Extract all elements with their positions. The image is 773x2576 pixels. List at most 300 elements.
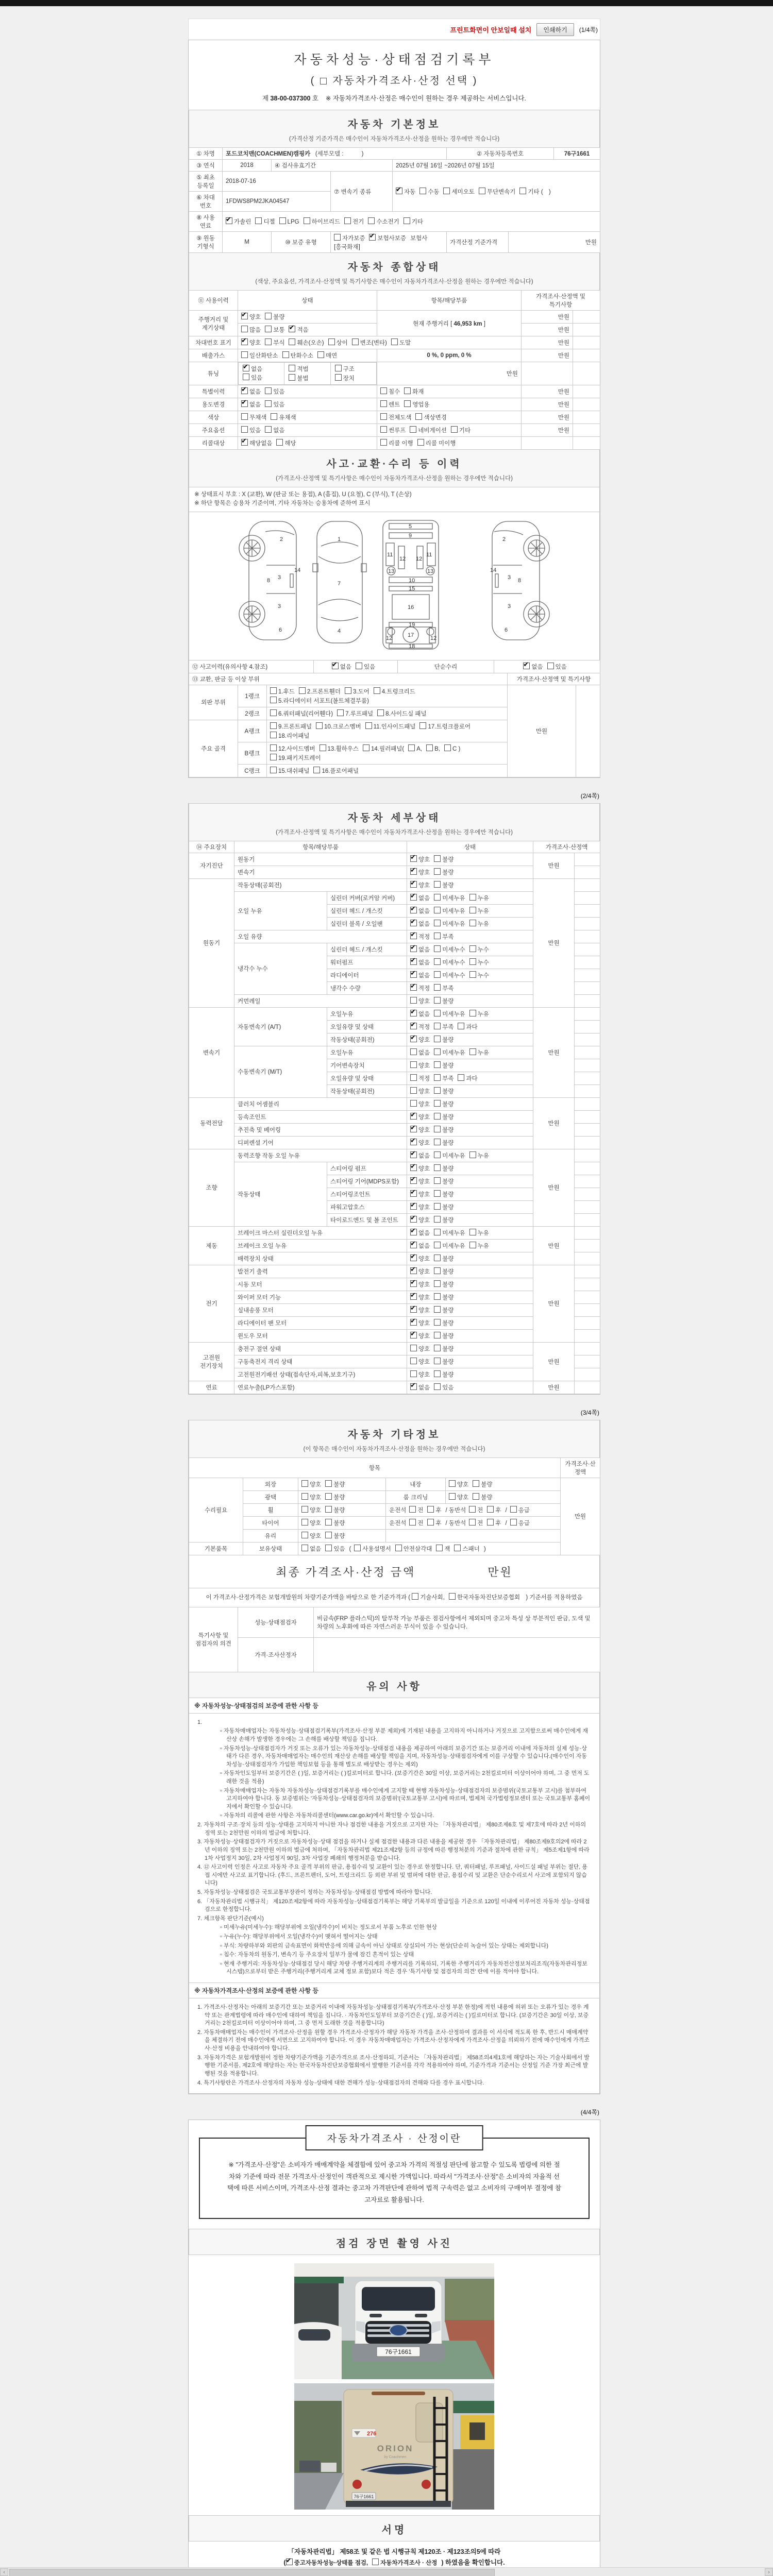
checkbox-item[interactable]	[396, 188, 415, 196]
memo-cell	[575, 1291, 600, 1303]
checkbox-item[interactable]	[410, 1370, 430, 1379]
checkbox-item[interactable]	[270, 744, 315, 753]
checkbox-item[interactable]	[316, 722, 361, 731]
checkbox-item[interactable]	[469, 958, 489, 967]
checkbox-item[interactable]	[356, 663, 375, 671]
checkbox-item[interactable]	[410, 945, 430, 954]
checkbox-item[interactable]	[434, 1306, 453, 1314]
checkbox-item[interactable]	[410, 958, 430, 967]
row-color-label: 색상	[189, 411, 238, 424]
checkbox-item[interactable]	[410, 1087, 430, 1095]
checkbox-label: 양호	[418, 869, 430, 876]
checkbox-label: 불량	[442, 1359, 454, 1365]
checkbox-item[interactable]	[410, 1074, 430, 1082]
checkbox-item[interactable]	[434, 1087, 453, 1095]
memo-cell	[573, 385, 600, 398]
svg-text:9: 9	[409, 532, 412, 539]
checkbox-item[interactable]	[265, 313, 284, 321]
checkbox-item[interactable]	[289, 326, 308, 334]
checkbox-item[interactable]	[434, 933, 453, 941]
checkbox-item[interactable]	[352, 338, 387, 347]
checkbox-item[interactable]	[328, 338, 348, 347]
checkbox-item[interactable]	[410, 1113, 430, 1121]
emission-checks	[238, 349, 377, 362]
checkbox-item[interactable]	[410, 933, 430, 941]
checkbox-item[interactable]	[317, 351, 337, 360]
vehicle-diagram-svg	[234, 516, 554, 653]
checkbox-item[interactable]	[241, 351, 278, 360]
simple-repair-label: 단순수리	[398, 660, 494, 673]
checkbox-item[interactable]	[410, 1358, 430, 1366]
checkbox-item[interactable]	[415, 413, 446, 421]
checkbox-item[interactable]	[374, 687, 415, 696]
checkbox-label: 있음	[555, 664, 567, 670]
checkbox-item[interactable]	[473, 1493, 492, 1501]
checkbox-item[interactable]	[410, 868, 430, 876]
checkbox-item[interactable]	[344, 217, 364, 226]
checkbox-item[interactable]	[270, 732, 309, 740]
checkbox-item[interactable]	[434, 920, 465, 928]
checkbox-label: 7.루프패널	[345, 710, 374, 717]
etc-glass-empty	[386, 1529, 561, 1542]
checkbox-item[interactable]	[469, 1010, 489, 1018]
checkbox-item[interactable]	[410, 1100, 430, 1108]
checkbox-item[interactable]	[410, 881, 430, 889]
checkbox-item[interactable]	[410, 1164, 430, 1173]
page-marker-3: (3/4쪽)	[580, 1409, 599, 1416]
print-install-notice[interactable]: 프린트화면이 안보일때 설치	[450, 26, 532, 34]
status-cell	[407, 891, 533, 904]
checkbox-item[interactable]	[427, 1506, 441, 1514]
checkbox-item[interactable]	[325, 1480, 345, 1488]
svg-text:by Coachmen: by Coachmen	[384, 2455, 407, 2460]
check-item: 변속기	[234, 866, 407, 878]
opinion-inspector-label: 성능·상태점검자	[238, 1607, 314, 1637]
checkbox-item[interactable]	[409, 1519, 423, 1527]
checkbox-item[interactable]	[434, 1151, 465, 1160]
checkbox-item[interactable]	[434, 1280, 453, 1289]
checkbox-item[interactable]	[479, 188, 516, 196]
checkbox-item[interactable]	[444, 744, 460, 752]
checkbox-item[interactable]	[276, 439, 296, 447]
checkbox-item[interactable]	[368, 217, 399, 226]
checkbox-item[interactable]	[265, 326, 284, 334]
checkbox-item[interactable]	[410, 1306, 430, 1314]
checkbox-item[interactable]	[377, 709, 426, 718]
checkbox-item[interactable]	[325, 1506, 345, 1514]
checkbox-item[interactable]	[449, 1480, 468, 1488]
checkbox-item[interactable]	[265, 400, 284, 409]
checkbox-label: 후	[495, 1507, 501, 1514]
notes-s2-head: ※ 자동차가격조사·산정의 보증에 관한 사항 등	[189, 1982, 600, 1998]
print-button[interactable]: 인쇄하기	[536, 23, 574, 36]
checkbox-label: 12.사이드멤버	[278, 745, 315, 752]
checkbox-item[interactable]	[434, 1010, 465, 1018]
checkbox-item[interactable]	[434, 855, 453, 863]
checkbox-item[interactable]	[410, 894, 430, 902]
checkbox-item[interactable]	[434, 984, 453, 992]
etc-tire-checks	[298, 1516, 386, 1529]
checkbox-item[interactable]	[270, 709, 333, 718]
checkbox-item[interactable]	[345, 687, 369, 696]
checkbox-item[interactable]	[469, 1506, 483, 1514]
checkbox-item[interactable]	[434, 1190, 453, 1198]
unchecked-checkbox-icon	[547, 663, 554, 669]
checkbox-item[interactable]	[410, 984, 430, 992]
checkbox-item[interactable]	[265, 426, 284, 434]
checkbox-item[interactable]	[404, 217, 423, 226]
checkbox-item[interactable]	[434, 1358, 453, 1366]
checkbox-label: 상이	[336, 340, 348, 346]
checkbox-item[interactable]	[410, 1332, 430, 1340]
checkbox-item[interactable]	[510, 1506, 530, 1514]
checkbox-item[interactable]	[332, 663, 351, 671]
checkbox-item[interactable]	[410, 1190, 430, 1198]
checkbox-item[interactable]	[410, 855, 430, 863]
checkbox-item[interactable]	[241, 439, 272, 447]
unchecked-checkbox-icon	[434, 1139, 441, 1145]
checkbox-item[interactable]	[547, 663, 567, 671]
checkbox-item[interactable]	[363, 744, 404, 753]
unchecked-checkbox-icon	[265, 426, 272, 433]
checkbox-item[interactable]	[243, 365, 276, 373]
checkbox-label: B,	[434, 745, 440, 752]
checkbox-label: 매연	[325, 353, 338, 359]
checkbox-item[interactable]	[289, 365, 308, 373]
checkbox-item[interactable]	[410, 1048, 430, 1057]
status-cell	[407, 956, 533, 969]
checkbox-item[interactable]	[369, 234, 406, 242]
checkbox-item[interactable]	[434, 1023, 453, 1031]
checkbox-item[interactable]	[434, 1139, 453, 1147]
checkbox-item[interactable]	[404, 387, 424, 396]
checkbox-item[interactable]	[410, 997, 430, 1005]
checkbox-item[interactable]	[469, 920, 489, 928]
unchecked-checkbox-icon	[270, 754, 277, 760]
checkbox-item[interactable]	[434, 1126, 453, 1134]
checkbox-item[interactable]	[410, 920, 430, 928]
checkbox-item[interactable]	[241, 413, 266, 421]
checkbox-item[interactable]	[443, 188, 474, 196]
checkbox-item[interactable]	[426, 744, 440, 752]
checkbox-item[interactable]	[410, 1280, 430, 1289]
check-group-text: (	[349, 1546, 351, 1552]
checkbox-item[interactable]	[434, 1345, 453, 1353]
checkbox-item[interactable]	[313, 767, 359, 775]
scroll-right-arrow-icon[interactable]: ›	[765, 2568, 773, 2576]
doc-no-prefix: 제	[262, 95, 269, 102]
checkbox-item[interactable]	[325, 1493, 345, 1501]
checkbox-item[interactable]	[434, 1061, 453, 1070]
checkbox-item[interactable]	[469, 1242, 489, 1250]
checkbox-item[interactable]	[409, 1506, 423, 1514]
checked-checkbox-icon	[410, 894, 417, 901]
checkbox-item[interactable]	[410, 1061, 430, 1070]
checkbox-item[interactable]	[410, 1139, 430, 1147]
value-car-name	[223, 148, 447, 160]
checkbox-item[interactable]	[473, 1480, 492, 1488]
checkbox-item[interactable]	[454, 1545, 479, 1553]
checkbox-item[interactable]	[451, 426, 470, 434]
checkbox-item[interactable]	[301, 1493, 321, 1501]
checkbox-item[interactable]	[335, 365, 355, 373]
checkbox-item[interactable]	[241, 387, 261, 396]
checkbox-item[interactable]	[279, 217, 299, 225]
checkbox-item[interactable]	[434, 1229, 465, 1237]
unchecked-checkbox-icon	[469, 894, 476, 901]
checkbox-item[interactable]	[410, 1229, 430, 1237]
checkbox-item[interactable]	[241, 426, 261, 434]
checkbox-item[interactable]	[410, 1255, 430, 1263]
checkbox-item[interactable]	[365, 722, 416, 731]
unchecked-checkbox-icon	[365, 722, 372, 729]
checkbox-item[interactable]	[372, 2558, 437, 2567]
checkbox-item[interactable]	[380, 439, 413, 447]
checkbox-item[interactable]	[434, 1319, 453, 1327]
checkbox-item[interactable]	[469, 971, 489, 979]
scroll-left-arrow-icon[interactable]: ‹	[0, 2568, 8, 2576]
checkbox-item[interactable]	[434, 1332, 453, 1340]
checkbox-item[interactable]	[380, 426, 406, 434]
checkbox-item[interactable]	[289, 374, 308, 382]
checkbox-item[interactable]	[410, 1293, 430, 1301]
price-option-checkbox-icon[interactable]	[320, 78, 327, 84]
col-major-device: ⑭ 주요장치	[189, 841, 234, 853]
checkbox-item[interactable]	[270, 722, 312, 731]
checkbox-label: 네비게이션	[418, 428, 447, 434]
checkbox-item[interactable]	[417, 439, 456, 447]
horizontal-scrollbar[interactable]	[0, 2567, 773, 2576]
svg-text:6: 6	[279, 626, 282, 633]
checkbox-label: 후	[435, 1520, 442, 1527]
checked-checkbox-icon	[241, 439, 248, 446]
checkbox-item[interactable]	[299, 687, 341, 696]
checkbox-item[interactable]	[410, 1151, 430, 1160]
checkbox-item[interactable]	[325, 1532, 345, 1540]
checkbox-item[interactable]	[410, 1242, 430, 1250]
checkbox-item[interactable]	[487, 1506, 501, 1514]
checkbox-item[interactable]	[408, 744, 422, 752]
svg-text:5: 5	[409, 523, 412, 530]
checkbox-item[interactable]	[270, 754, 321, 762]
checkbox-item[interactable]	[304, 217, 341, 226]
checkbox-item[interactable]	[434, 958, 465, 967]
checkbox-item[interactable]	[334, 234, 365, 242]
checkbox-item[interactable]	[449, 1593, 520, 1602]
checkbox-item[interactable]	[469, 894, 489, 902]
section-overall-title: 자동차 종합상태	[347, 262, 441, 273]
checkbox-item[interactable]	[434, 1242, 465, 1250]
etc-polish-label: 광택	[243, 1490, 298, 1503]
checkbox-item[interactable]	[301, 1519, 321, 1527]
checkbox-item[interactable]	[255, 217, 275, 226]
checkbox-item[interactable]	[434, 1100, 453, 1108]
checkbox-label: 자동	[404, 189, 416, 195]
checkbox-item[interactable]	[289, 338, 324, 347]
checkbox-item[interactable]	[410, 1010, 430, 1018]
checked-checkbox-icon	[241, 313, 248, 319]
checkbox-item[interactable]	[510, 1519, 530, 1527]
checkbox-label: 불량	[481, 1481, 493, 1488]
checkbox-item[interactable]	[410, 1203, 430, 1211]
checkbox-item[interactable]	[410, 1267, 430, 1276]
checkbox-item[interactable]	[271, 413, 296, 421]
checkbox-item[interactable]	[469, 907, 489, 915]
checkbox-item[interactable]	[427, 1519, 441, 1527]
checkbox-item[interactable]	[410, 1177, 430, 1185]
checked-checkbox-icon	[410, 1036, 417, 1042]
checkbox-item[interactable]	[301, 1480, 321, 1488]
checkbox-item[interactable]	[380, 400, 400, 409]
checkbox-item[interactable]	[458, 1074, 477, 1082]
checkbox-item[interactable]	[434, 945, 465, 954]
checkbox-label: 응급	[518, 1507, 530, 1514]
checkbox-item[interactable]	[325, 1545, 345, 1553]
report-page-3	[188, 1420, 600, 2095]
unchecked-checkbox-icon	[458, 1074, 464, 1081]
checkbox-item[interactable]	[469, 1048, 489, 1057]
checkbox-item[interactable]	[469, 945, 489, 954]
inspection-photos	[189, 2255, 600, 2516]
checkbox-item[interactable]	[434, 1048, 465, 1057]
checkbox-item[interactable]	[412, 1593, 445, 1602]
checkbox-item[interactable]	[419, 188, 439, 196]
checkbox-item[interactable]	[241, 326, 261, 334]
checkbox-item[interactable]	[410, 1216, 430, 1224]
checkbox-item[interactable]	[410, 1023, 430, 1031]
checkbox-label: 양호	[310, 1520, 322, 1527]
checkbox-item[interactable]	[434, 971, 465, 979]
checkbox-item[interactable]	[458, 1023, 477, 1031]
checkbox-label: 양호	[418, 1178, 430, 1185]
checkbox-item[interactable]	[434, 1177, 453, 1185]
unchecked-checkbox-icon	[301, 1480, 308, 1487]
checkbox-item[interactable]	[434, 1216, 453, 1224]
checkbox-item[interactable]	[410, 907, 430, 915]
checkbox-item[interactable]	[434, 1113, 453, 1121]
checkbox-item[interactable]	[434, 881, 453, 889]
checkbox-item[interactable]	[434, 907, 465, 915]
checkbox-item[interactable]	[241, 338, 261, 347]
checkbox-item[interactable]	[270, 687, 295, 696]
checkbox-label: 불량	[333, 1533, 345, 1539]
checkbox-item[interactable]	[410, 971, 430, 979]
checkbox-item[interactable]	[270, 767, 309, 775]
checkbox-item[interactable]	[337, 709, 373, 718]
checkbox-item[interactable]	[434, 1293, 453, 1301]
checkbox-item[interactable]	[523, 663, 543, 671]
checkbox-item[interactable]	[320, 744, 359, 753]
price-cell: 만원	[522, 411, 573, 424]
check-item: 수동변속기 (M/T)	[234, 1046, 327, 1097]
checkbox-item[interactable]	[243, 374, 276, 382]
transmission-checks	[393, 172, 600, 212]
checkbox-item[interactable]	[265, 338, 284, 347]
checkbox-item[interactable]	[241, 400, 261, 409]
checkbox-item[interactable]	[265, 387, 284, 396]
checkbox-item[interactable]	[487, 1519, 501, 1527]
checkbox-item[interactable]	[519, 188, 543, 196]
checkbox-item[interactable]	[410, 1036, 430, 1044]
checkbox-label: 불량	[442, 1114, 454, 1121]
checkbox-item[interactable]	[286, 2558, 368, 2567]
etc-tire-label: 타이어	[243, 1516, 298, 1529]
checkbox-item[interactable]	[434, 894, 465, 902]
checkbox-item[interactable]	[434, 1383, 453, 1392]
checkbox-item[interactable]	[395, 1545, 432, 1553]
checkbox-item[interactable]	[226, 217, 251, 226]
checkbox-item[interactable]	[434, 868, 453, 876]
checkbox-item[interactable]	[325, 1519, 345, 1527]
unchecked-checkbox-icon	[391, 338, 398, 345]
checkbox-item[interactable]	[419, 722, 470, 731]
checked-checkbox-icon	[523, 663, 530, 669]
checkbox-item[interactable]	[410, 426, 447, 434]
unchecked-checkbox-icon	[469, 1010, 476, 1016]
checkbox-item[interactable]	[434, 1370, 453, 1379]
checkbox-item[interactable]	[391, 338, 411, 347]
checkbox-item[interactable]	[436, 1545, 450, 1553]
checkbox-item[interactable]	[434, 1255, 453, 1263]
scrollbar-thumb[interactable]	[9, 2569, 495, 2576]
checked-checkbox-icon	[332, 663, 339, 669]
checkbox-item[interactable]	[410, 1345, 430, 1353]
checkbox-item[interactable]	[410, 1383, 430, 1392]
status-cell	[407, 866, 533, 878]
memo-cell	[575, 1329, 600, 1342]
checkbox-item[interactable]	[434, 1203, 453, 1211]
memo-cell	[522, 362, 573, 385]
checkbox-item[interactable]	[241, 313, 261, 321]
unchecked-checkbox-icon	[519, 188, 526, 194]
checkbox-item[interactable]	[354, 1545, 391, 1553]
checkbox-item[interactable]	[469, 1229, 489, 1237]
checkbox-item[interactable]	[270, 697, 369, 705]
checkbox-item[interactable]	[380, 387, 400, 396]
checkbox-item[interactable]	[469, 1151, 489, 1160]
checkbox-item[interactable]	[434, 1164, 453, 1173]
svg-text:4: 4	[338, 628, 341, 634]
unchecked-checkbox-icon	[325, 1532, 332, 1538]
checkbox-item[interactable]	[404, 400, 429, 409]
checkbox-item[interactable]	[410, 1126, 430, 1134]
memo-cell	[575, 1046, 600, 1059]
device-group: 전기	[189, 1265, 234, 1342]
checkbox-item[interactable]	[282, 351, 313, 360]
unchecked-checkbox-icon	[301, 1493, 308, 1500]
status-cell	[407, 1239, 533, 1252]
checkbox-item[interactable]	[449, 1493, 468, 1501]
checkbox-item[interactable]	[301, 1532, 321, 1540]
checkbox-item[interactable]	[434, 997, 453, 1005]
checkbox-item[interactable]	[380, 413, 411, 421]
confirm-paren-close: ) 하였음을 확인합니다.	[441, 2559, 505, 2567]
note-line: 4. 특기사항란은 가격조사·산정자의 자동차 성능·상태에 대한 견해가 성능·상태점검자의 견해와 다를 경우 표시합니다.	[197, 2079, 484, 2086]
checkbox-item[interactable]	[410, 1319, 430, 1327]
checkbox-item[interactable]	[434, 1267, 453, 1276]
checkbox-item[interactable]	[434, 1036, 453, 1044]
checkbox-item[interactable]	[301, 1545, 321, 1553]
checkbox-item[interactable]	[335, 374, 355, 382]
unchecked-checkbox-icon	[265, 338, 272, 345]
unchecked-checkbox-icon	[434, 907, 441, 913]
checkbox-item[interactable]	[469, 1519, 483, 1527]
checkbox-item[interactable]	[434, 1074, 453, 1082]
check-subitem: 작동상태(공회전)	[327, 1033, 407, 1046]
checkbox-item[interactable]	[301, 1506, 321, 1514]
unchecked-checkbox-icon	[241, 426, 248, 433]
checkbox-label: 보험사보증	[377, 235, 406, 242]
